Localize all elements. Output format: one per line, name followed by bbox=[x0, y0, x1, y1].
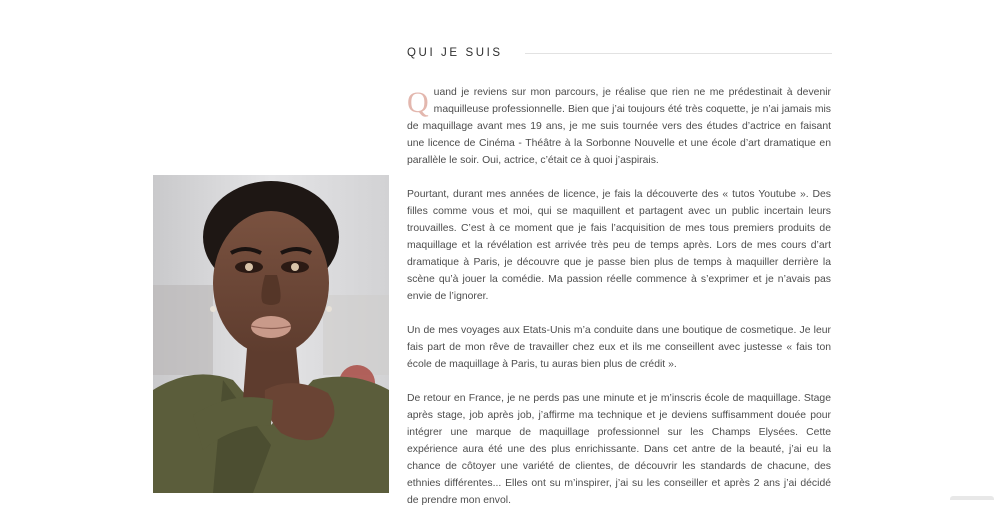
about-paragraph-4: De retour en France, je ne perds pas une minute et je m’inscris école de maquillage. Stage après stage, job après job, j’affirme ma technique et je deviens suffisamment douée pour intégrer une marque de maquillage professionnel sur les Champs Elysées. Cette expérience aura été une des plus enrichissante. Dans cet antre de la beauté, j’ai eu la chance de côtoyer une variété de clientes, de découvrir les standards de chacune, des ethnies différentes... Elles ont su m’inspirer, j’ai su les conseiller et après 2 ans j’ai décidé de prendre mon envol. bbox=[407, 393, 831, 506]
scrollbar[interactable] bbox=[950, 496, 994, 500]
section-header bbox=[407, 42, 832, 64]
portrait-photo bbox=[153, 175, 389, 493]
section-title: QUI JE SUIS bbox=[407, 47, 503, 59]
about-paragraph-2: Pourtant, durant mes années de licence, je fais la découverte des « tutos Youtube ». Des filles comme vous et moi, qui se maquillent et partagent avec un public incertain leurs trouvailles. C’est à ce moment que je fais l’acquisition de mes tous premiers produits de maquillage et la révélation est arrivée très peu de temps après. Lors de mes cours d’art dramatique à Paris, je découvre que je passe bien plus de temps à maquiller derrière la scène qu’à jouer la comédie. Ma passion réelle commence à s’exprimer et je n’avais pas envie de l’ignorer. bbox=[407, 189, 831, 302]
about-text bbox=[407, 84, 831, 526]
portrait-illustration bbox=[153, 175, 389, 493]
header-divider bbox=[525, 53, 832, 54]
dropcap-letter: Q bbox=[407, 86, 429, 119]
about-paragraph-1-text: uand je reviens sur mon parcours, je réalise que rien ne me prédestinait à devenir maquilleuse professionnelle. Bien que j’ai toujours été très coquette, je n’ai jamais mis de maquillage avant mes 19 ans, je me suis tournée vers des études d’actrice en faisant une licence de Cinéma - Théâtre à la Sorbonne Nouvelle et une école d’art dramatique en parallèle le soir. Oui, actrice, c’était ce à quoi j’aspirais. bbox=[407, 87, 831, 166]
about-paragraph-1 bbox=[407, 84, 831, 169]
about-paragraph-3: Un de mes voyages aux Etats-Unis m’a conduite dans une boutique de cosmetique. Je leur fais part de mon rêve de travailler chez eux et ils me conseillent avec justesse « fais ton école de maquillage à Paris, tu auras bien plus de crédit ». bbox=[407, 325, 831, 370]
